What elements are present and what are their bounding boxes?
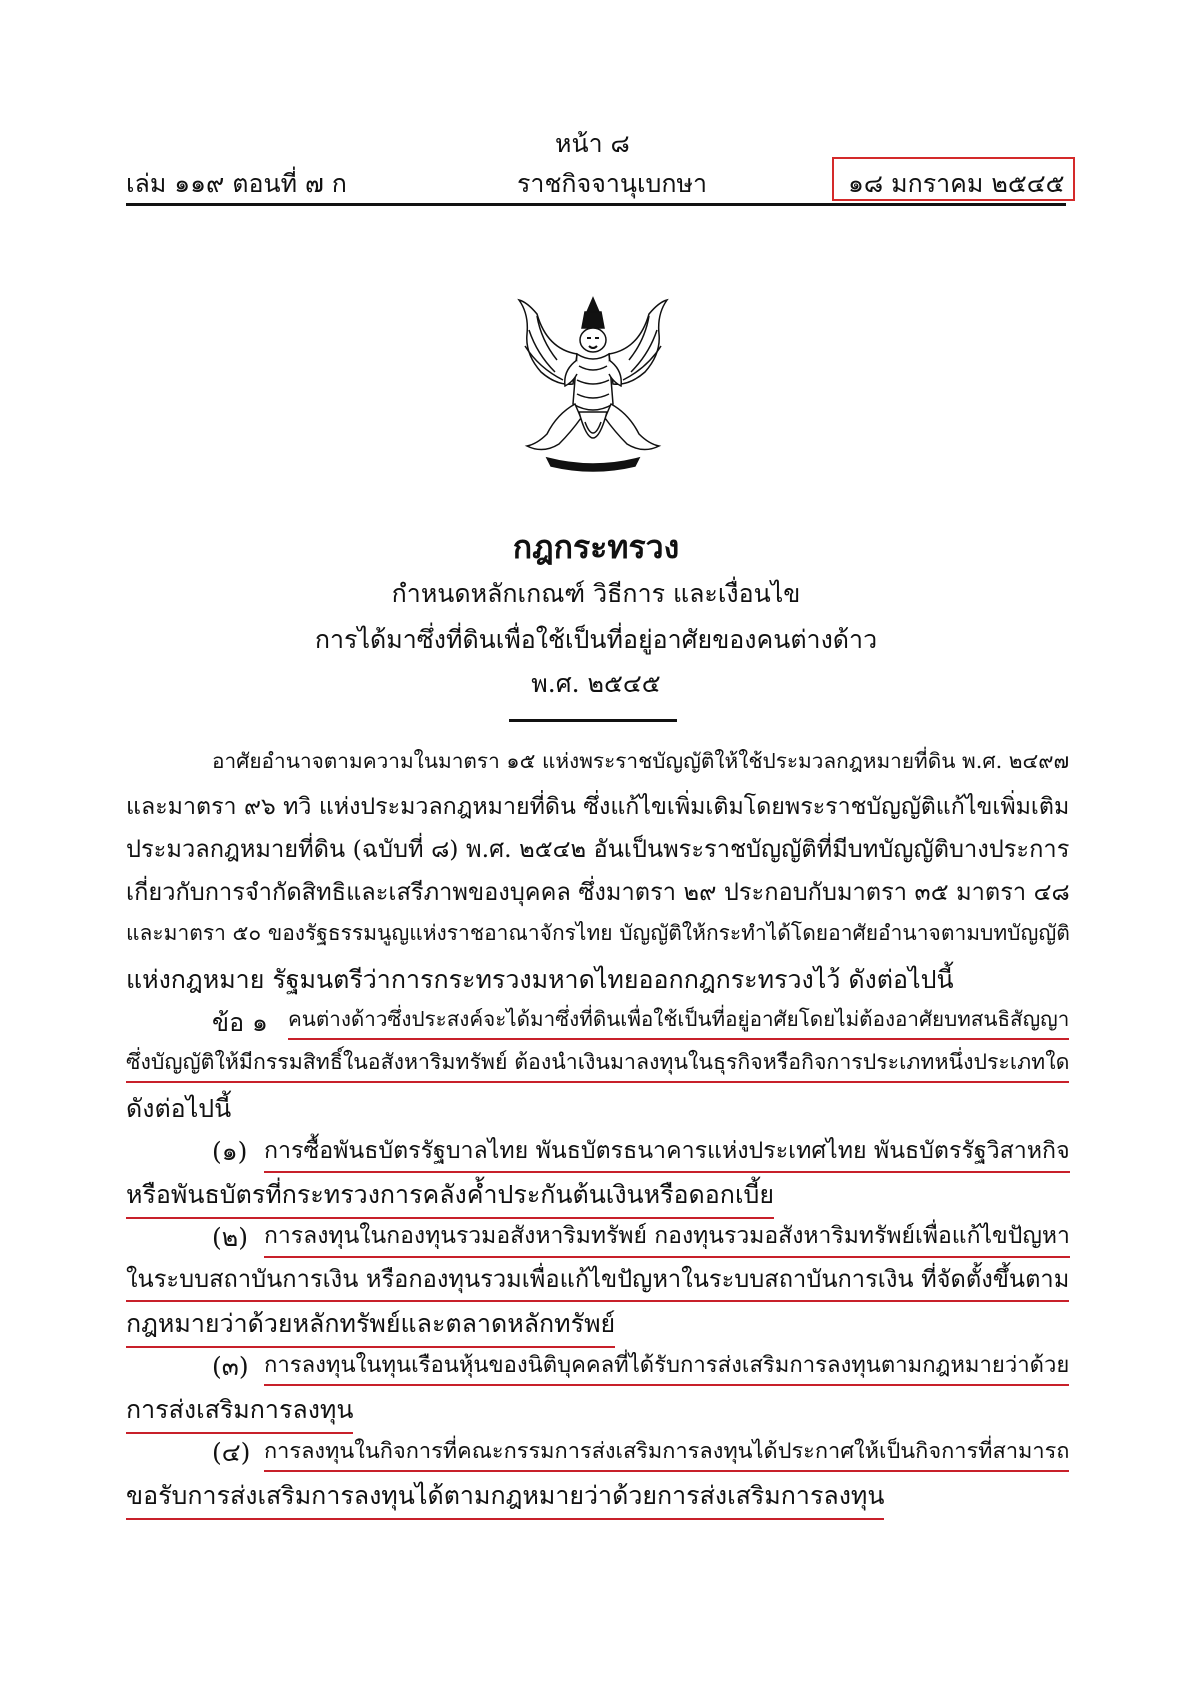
item-text-underlined: การซื้อพันธบัตรรัฐบาลไทย พันธบัตรธนาคารแห่งประเทศไทย พันธบัตรรัฐวิสาหกิจ — [264, 1132, 1070, 1173]
preamble-line: ประมวลกฎหมายที่ดิน (ฉบับที่ ๘) พ.ศ. ๒๕๔๒ อันเป็นพระราชบัญญัติที่มีบทบัญญัติบางประการ — [126, 835, 1070, 863]
item-text-underlined: การลงทุนในทุนเรือนหุ้นของนิติบุคคลที่ได้รับการส่งเสริมการลงทุนตามกฎหมายว่าด้วย — [264, 1347, 1069, 1386]
gazette-name: ราชกิจจานุเบกษา — [517, 169, 708, 198]
item-label: (๒) — [212, 1223, 248, 1252]
clause-text-underlined: คนต่างด้าวซึ่งประสงค์จะได้มาซึ่งที่ดินเพื่อใช้เป็นที่อยู่อาศัยโดยไม่ต้องอาศัยบทสนธิสัญญา — [288, 1003, 1069, 1040]
volume-issue: เล่ม ๑๑๙ ตอนที่ ๗ ก — [126, 169, 347, 198]
clause-text-underlined: ซึ่งบัญญัติให้มีกรรมสิทธิ์ในอสังหาริมทรัพย์ ต้องนำเงินมาลงทุนในธุรกิจหรือกิจการประเภทหนึ่งประเภทใด — [126, 1046, 1069, 1083]
item-text-underlined: ขอรับการส่งเสริมการลงทุนได้ตามกฎหมายว่าด้วยการส่งเสริมการลงทุน — [126, 1476, 884, 1520]
subtitle-line-2: การได้มาซึ่งที่ดินเพื่อใช้เป็นที่อยู่อาศัยของคนต่างด้าว — [314, 625, 878, 654]
page-number: หน้า ๘ — [555, 129, 630, 158]
clause-label: ข้อ ๑ — [212, 1008, 268, 1037]
item-label: (๔) — [212, 1438, 251, 1467]
item-label: (๓) — [212, 1352, 249, 1381]
item-text-underlined: การลงทุนในกิจการที่คณะกรรมการส่งเสริมการลงทุนได้ประกาศให้เป็นกิจการที่สามารถ — [264, 1433, 1069, 1472]
item-text-underlined: กฎหมายว่าด้วยหลักทรัพย์และตลาดหลักทรัพย์ — [126, 1304, 615, 1348]
item-text-underlined: การส่งเสริมการลงทุน — [126, 1390, 353, 1434]
preamble-line: และมาตรา ๕๐ ของรัฐธรรมนูญแห่งราชอาณาจักรไทย บัญญัติให้กระทำได้โดยอาศัยอำนาจตามบทบัญญัติ — [126, 921, 1070, 945]
preamble-line: อาศัยอำนาจตามความในมาตรา ๑๕ แห่งพระราชบัญญัติให้ใช้ประมวลกฎหมายที่ดิน พ.ศ. ๒๔๙๗ — [212, 749, 1070, 773]
publication-date: ๑๘ มกราคม ๒๕๔๕ — [848, 169, 1065, 198]
item-text-underlined: หรือพันธบัตรที่กระทรวงการคลังค้ำประกันต้นเงินหรือดอกเบี้ย — [126, 1175, 774, 1219]
garuda-emblem-icon — [507, 294, 679, 476]
document-title: กฎกระทรวง — [512, 528, 680, 566]
header-rule — [126, 203, 1066, 206]
preamble-line: และมาตรา ๙๖ ทวิ แห่งประมวลกฎหมายที่ดิน ซึ่งแก้ไขเพิ่มเติมโดยพระราชบัญญัติแก้ไขเพิ่มเติม — [126, 793, 1070, 820]
preamble-line: เกี่ยวกับการจำกัดสิทธิและเสรีภาพของบุคคล ซึ่งมาตรา ๒๙ ประกอบกับมาตรา ๓๕ มาตรา ๔๘ — [126, 878, 1070, 906]
title-rule — [509, 719, 677, 722]
clause-text: ดังต่อไปนี้ — [126, 1094, 232, 1123]
item-text-underlined: การลงทุนในกองทุนรวมอสังหาริมทรัพย์ กองทุนรวมอสังหาริมทรัพย์เพื่อแก้ไขปัญหา — [264, 1218, 1070, 1258]
subtitle-line-1: กำหนดหลักเกณฑ์ วิธีการ และเงื่อนไข — [391, 579, 801, 608]
item-label: (๑) — [212, 1137, 248, 1166]
preamble-line: แห่งกฎหมาย รัฐมนตรีว่าการกระทรวงมหาดไทยออกกฎกระทรวงไว้ ดังต่อไปนี้ — [126, 965, 954, 994]
item-text-underlined: ในระบบสถาบันการเงิน หรือกองทุนรวมเพื่อแก้ไขปัญหาในระบบสถาบันการเงิน ที่จัดตั้งขึ้นตาม — [126, 1261, 1069, 1302]
document-year: พ.ศ. ๒๕๔๕ — [531, 669, 661, 698]
